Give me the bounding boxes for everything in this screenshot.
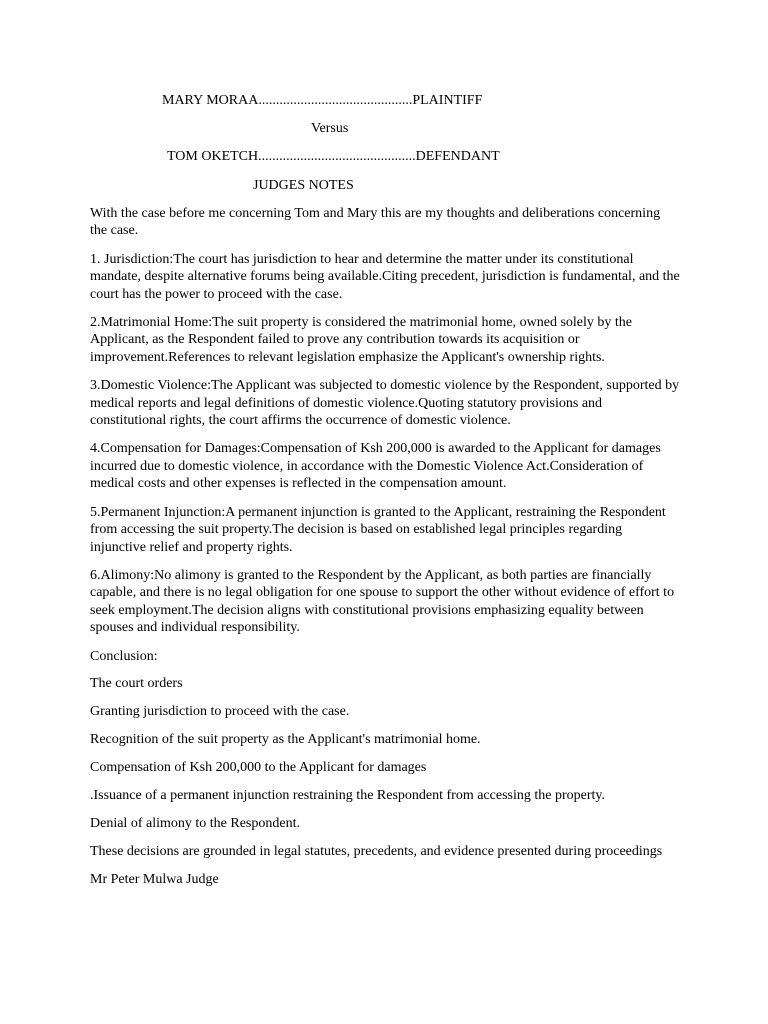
order-item: Granting jurisdiction to proceed with the case. [90, 704, 350, 720]
point-alimony: 6.Alimony:No alimony is granted to the Respondent by the Applicant, as both parties are financially capable, and there is no legal obligation for one spouse to support the other without evidence of effort to seek employment.The decision aligns with constitutional provisions emphasizing equality between spouses and individual responsibility. [90, 567, 675, 636]
judge-signature: Mr Peter Mulwa Judge [90, 871, 219, 887]
defendant-dots: ............................................. [258, 149, 416, 164]
defendant-role: DEFENDANT [415, 149, 500, 164]
plaintiff-name: MARY MORAA [162, 93, 259, 108]
defendant-line [167, 148, 500, 166]
plaintiff-role: PLAINTIFF [412, 93, 483, 108]
plaintiff-line [162, 92, 482, 110]
order-item: Compensation of Ksh 200,000 to the Applicant for damages [90, 760, 427, 776]
point-jurisdiction: 1. Jurisdiction:The court has jurisdiction to hear and determine the matter under its constitutional mandate, despite alternative forums being available.Citing precedent, jurisdiction is fundamental, and the court has the power to proceed with the case. [90, 251, 680, 302]
closing-statement: These decisions are grounded in legal statutes, precedents, and evidence presented during proceedings [90, 843, 663, 859]
point-compensation: 4.Compensation for Damages:Compensation of Ksh 200,000 is awarded to the Applicant for damages incurred due to domestic violence, in accordance with the Domestic Violence Act.Consideration of medical costs and other expenses is reflected in the compensation amount. [90, 441, 661, 492]
document-heading: JUDGES NOTES [253, 178, 354, 193]
point-domestic-violence: 3.Domestic Violence:The Applicant was subjected to domestic violence by the Respondent, supported by medical reports and legal definitions of domestic violence.Quoting statutory provisions and constitutional rights, the court affirms the occurrence of domestic violence. [90, 378, 680, 429]
versus-label: Versus [311, 121, 349, 136]
document-body [90, 205, 680, 899]
plaintiff-dots: ............................................ [258, 93, 413, 108]
point-matrimonial-home: 2.Matrimonial Home:The suit property is considered the matrimonial home, owned solely by the Applicant, as the Respondent failed to prove any contribution towards its acquisition or improvement.References to relevant legislation emphasize the Applicant's ownership rights. [90, 315, 632, 365]
order-item: Recognition of the suit property as the Applicant's matrimonial home. [90, 732, 481, 748]
order-item: .Issuance of a permanent injunction restraining the Respondent from accessing the property. [90, 788, 605, 804]
conclusion-label: Conclusion: [90, 648, 158, 664]
intro-paragraph: With the case before me concerning Tom and Mary this are my thoughts and deliberations concerning the case. [90, 206, 661, 239]
defendant-name: TOM OKETCH [167, 149, 259, 164]
point-permanent-injunction: 5.Permanent Injunction:A permanent injunction is granted to the Applicant, restraining the Respondent from accessing the suit property.The decision is based on established legal principles regarding injunctive relief and property rights. [90, 504, 666, 555]
order-item: Denial of alimony to the Respondent. [90, 815, 300, 831]
orders-label: The court orders [90, 676, 183, 692]
